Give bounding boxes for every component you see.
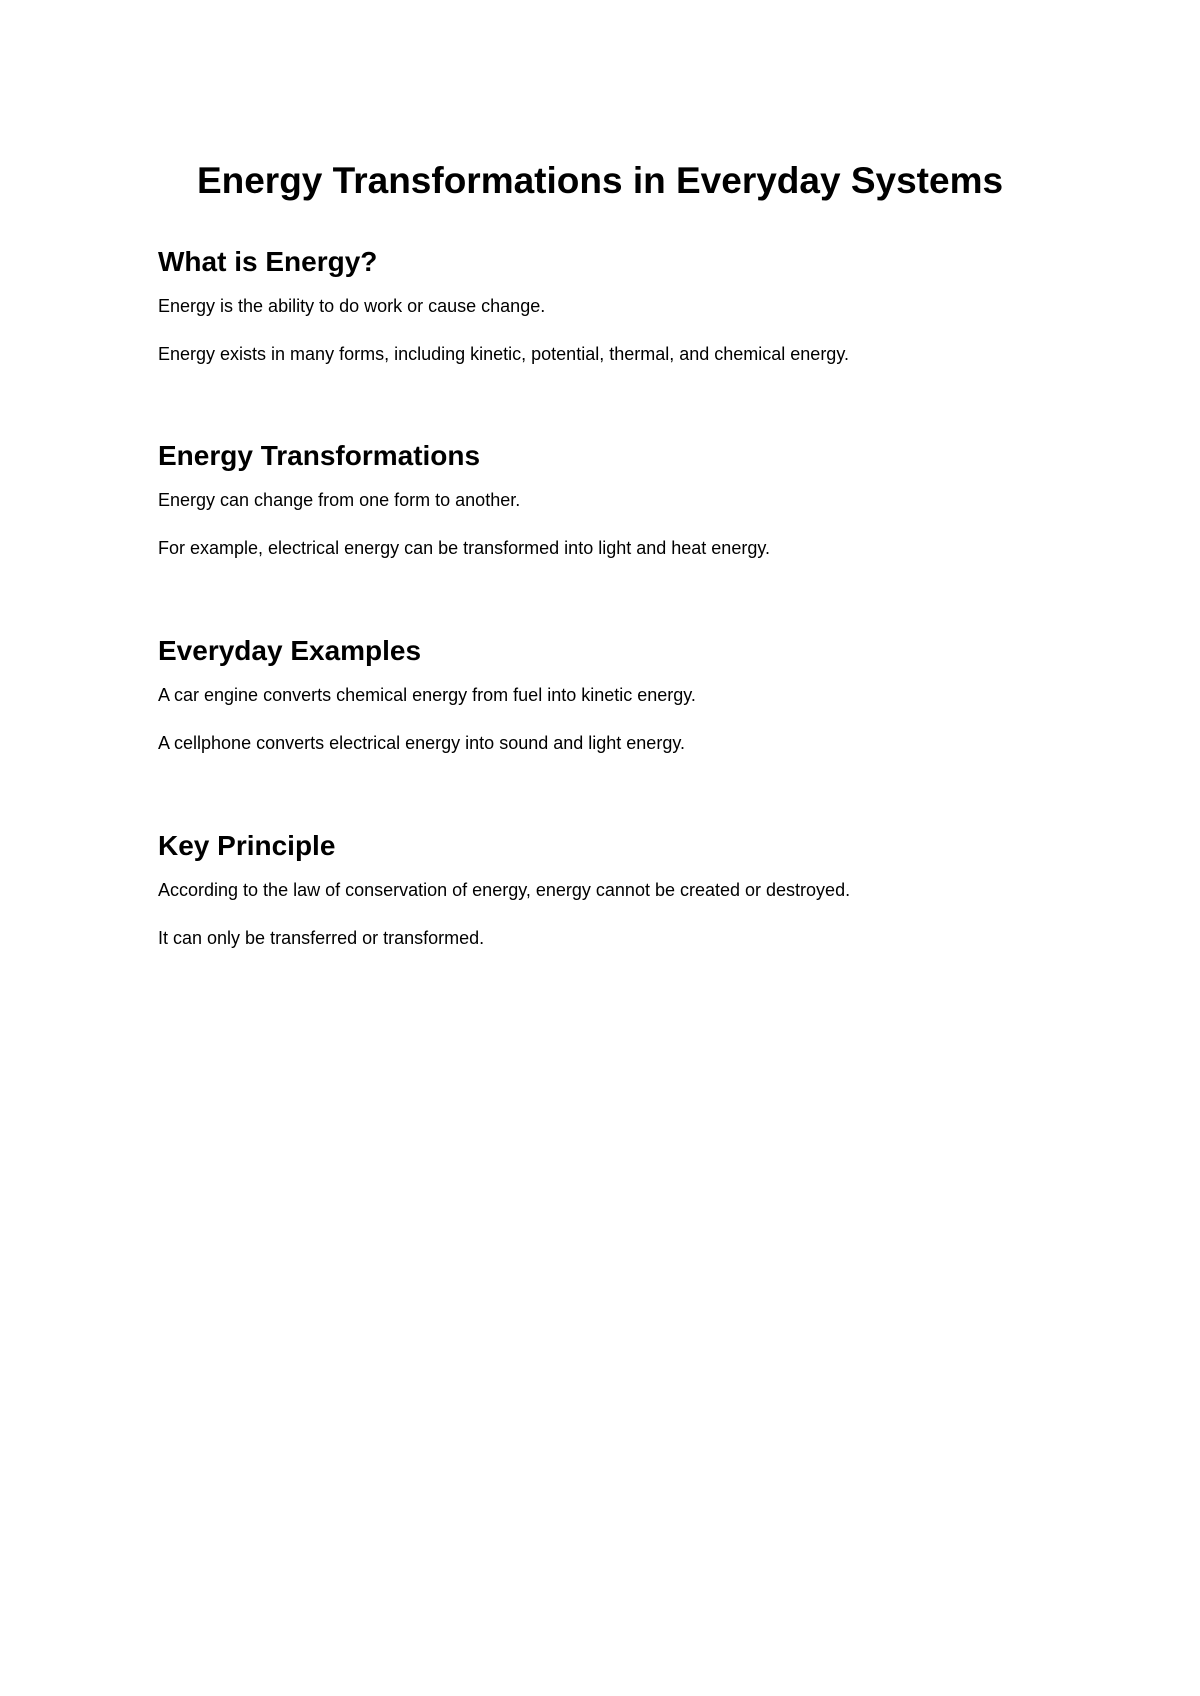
section-key-principle [158,828,1058,950]
paragraph: Energy exists in many forms, including kinetic, potential, thermal, and chemical energy. [158,344,849,364]
section-heading: Everyday Examples [158,635,422,666]
section-heading: Key Principle [158,830,336,861]
section-what-is-energy [158,244,1058,366]
paragraph: According to the law of conservation of energy, energy cannot be created or destroyed. [158,880,851,900]
section-everyday-examples [158,633,1058,755]
paragraph: A cellphone converts electrical energy into sound and light energy. [158,733,685,753]
paragraph: For example, electrical energy can be transformed into light and heat energy. [158,538,770,558]
section-energy-transformations [158,438,1058,560]
paragraph: Energy is the ability to do work or cause change. [158,296,546,316]
paragraph: A car engine converts chemical energy from fuel into kinetic energy. [158,685,696,705]
section-heading: What is Energy? [158,246,378,277]
paragraph: It can only be transferred or transformed. [158,928,485,948]
document-title: Energy Transformations in Everyday Systems [196,160,1004,201]
paragraph: Energy can change from one form to another. [158,490,521,510]
section-heading: Energy Transformations [158,440,481,471]
